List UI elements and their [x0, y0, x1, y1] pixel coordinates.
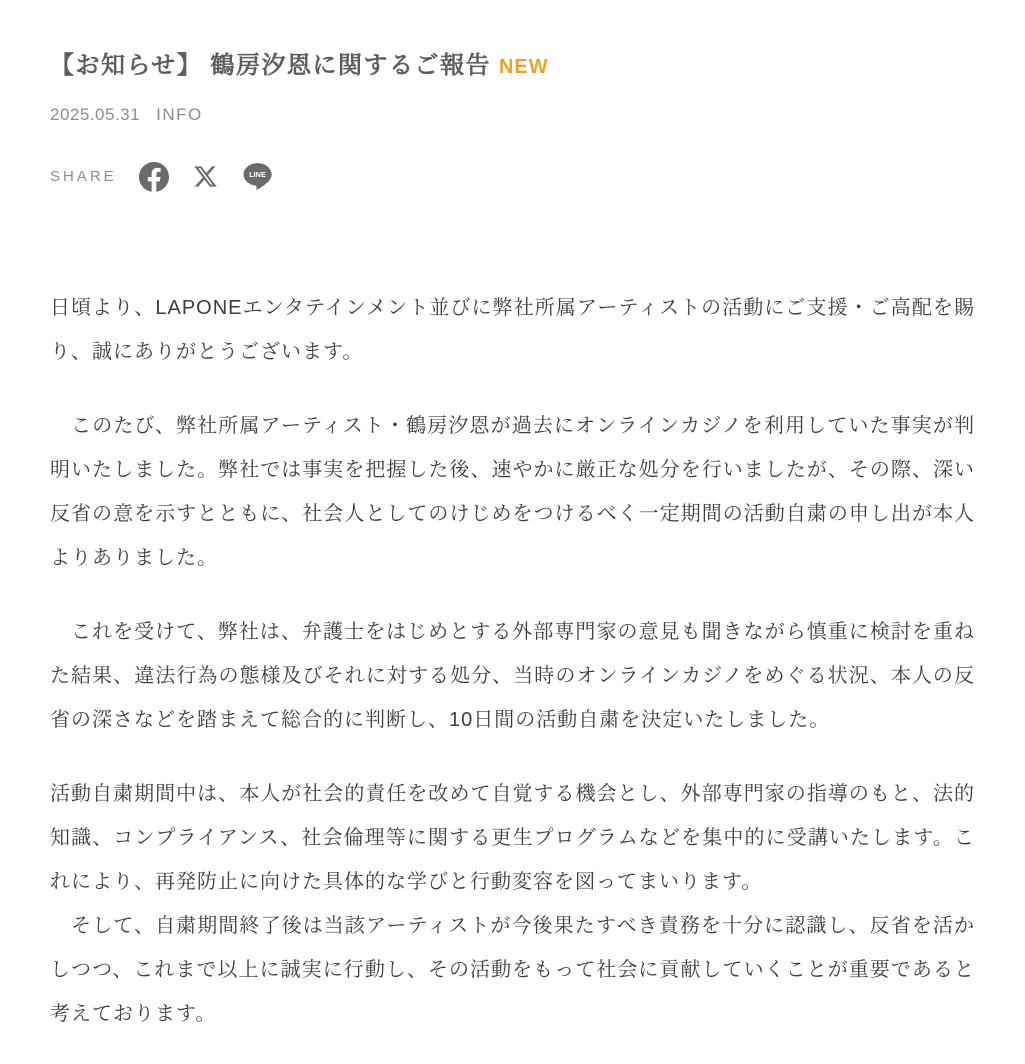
x-share-button[interactable] — [193, 164, 218, 189]
share-row — [50, 161, 975, 192]
paragraph-incident: このたび、弊社所属アーティスト・鶴房汐恩が過去にオンラインカジノを利用していた事実が判明いたしました。弊社では事実を把握した後、速やかに厳正な処分を行いましたが、その際、深い反省の意を示すとともに、社会人としてのけじめをつけるべく一定期間の活動自粛の申し出が本人よりありました。 — [50, 415, 975, 569]
paragraph-greeting: 日頃より、LAPONEエンタテインメント並びに弊社所属アーティストの活動にご支援・ご高配を賜り、誠にありがとうございます。 — [50, 297, 975, 363]
share-label: SHARE — [50, 168, 117, 185]
line-icon — [242, 161, 273, 192]
meta-row — [50, 105, 975, 125]
page-title-text: 【お知らせ】 鶴房汐恩に関するご報告 — [50, 52, 491, 79]
new-badge: NEW — [498, 56, 549, 78]
post-date: 2025.05.31 — [50, 105, 141, 124]
line-share-button[interactable] — [242, 161, 273, 192]
facebook-icon — [139, 162, 169, 192]
article-body — [50, 286, 975, 1036]
paragraph-future: そして、自粛期間終了後は当該アーティストが今後果たすべき責務を十分に認識し、反省を活かしつつ、これまで以上に誠実に行動し、その活動をもって社会に貢献していくことが重要であると考えております。 — [50, 915, 975, 1025]
paragraph-program: 活動自粛期間中は、本人が社会的責任を改めて自覚する機会とし、外部専門家の指導のもと、法的知識、コンプライアンス、社会倫理等に関する更生プログラムなどを集中的に受講いたします。これにより、再発防止に向けた具体的な学びと行動変容を図ってまいります。 — [50, 783, 975, 893]
category-label-info[interactable]: INFO — [156, 105, 203, 124]
line-icon-label: LINE — [248, 170, 266, 180]
paragraph-decision: これを受けて、弊社は、弁護士をはじめとする外部専門家の意見も聞きながら慎重に検討を重ねた結果、違法行為の態様及びそれに対する処分、当時のオンラインカジノをめぐる状況、本人の反省の深さなどを踏まえて総合的に判断し、10日間の活動自粛を決定いたしました。 — [50, 621, 975, 731]
facebook-share-button[interactable] — [139, 162, 169, 192]
page-title — [50, 50, 975, 83]
x-icon — [193, 164, 218, 189]
